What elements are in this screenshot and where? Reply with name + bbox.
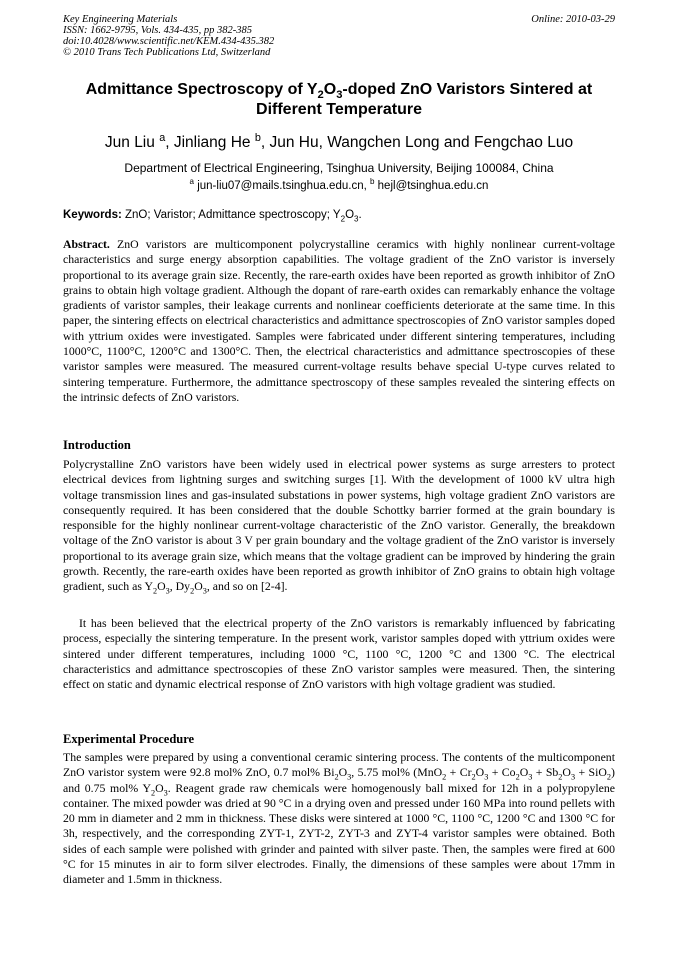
keywords-label: Keywords: (63, 209, 122, 221)
experimental-heading: Experimental Procedure (63, 732, 195, 746)
paper-title: Admittance Spectroscopy of $Y_2O_3$-doped ZnO Varistors Sintered at Different Temperature (85, 81, 593, 118)
experimental-paragraph: The samples were prepared by using a conventional ceramic sintering process. The contents of the multicomponent ZnO varistor system were 92.8 mol% ZnO, 0.7 mol% $Bi_2O_3$, 5.75 mol% $(MnO_2 + Cr_2O_3 + Co_2O_3 + Sb_2O_3 + SiO_2)$ and 0.75 mol% $Y_2O_3$. Reagent grade raw chemicals were homogenously ball mixed for 12h in a polypropylene container. The mixed powder was dried at 90 °C in a drying oven and pressed under 160 MPa into round pellets with 20 mm in diameter and 2 mm in thickness. These disks were sintered at 1000 °C, 1100 °C, 1200 °C and 1300 °C for 3h, respectively, and the corresponding ZYT-1, ZYT-2, ZYT-3 and ZYT-4 varistor samples were obtained. Both sides of each sample were polished with grinder and painted with silver paste. Then, the samples were fired at 600 °C for 15 minutes in air to form silver electrodes. Finally, the dimensions of these samples were about 17mm in diameter and 1.5mm in thickness. (63, 750, 615, 887)
author-list: Jun Liu $^a$, Jinliang He $^b$, Jun Hu, Wangchen Long and Fengchao Luo (104, 131, 574, 151)
introduction-paragraph-2: It has been believed that the electrical property of the ZnO varistors is remarkably influenced by fabricating process, especially the sintering temperature. In the present work, varistor samples doped with yttrium oxides were sintered under different temperatures, including 1000 °C, 1100 °C, 1200 °C and 1300 °C. The electrical characteristics and admittance spectroscopies of these ZnO varistor samples were measured. Then, the sintering effect on static and dynamic electrical response of ZnO varistors with high voltage gradient was studied. (63, 616, 615, 692)
introduction-heading: Introduction (63, 438, 131, 452)
abstract-label: Abstract. (63, 237, 110, 251)
introduction-paragraph-1: Polycrystalline ZnO varistors have been widely used in electrical power systems as surge arresters to protect electrical devices from lightning surges and switching surges [1]. With the development of 1000 kV ultra high voltage transmission lines and gas-insulated substations in power systems, high voltage gradient ZnO varistors are consequently required. It has been considered that the double Schottky barrier formed at the grain boundary is responsible for the highly nonlinear current-voltage characteristic of the ZnO varistor. Generally, the breakdown voltage of the ZnO varistor is about 3 V per grain boundary and the voltage gradient of the ZnO varistor is inversely proportional to its average grain size, which means that the voltage gradient can be improved by hindering the grain growth. Recently, the rare-earth oxides have been reported as growth inhibitor of ZnO grains to obtain high voltage gradient, such as $Y_2O_3$, $Dy_2O_3$, and so on [2-4]. (63, 457, 615, 596)
journal-issn: ISSN: 1662-9795, Vols. 434-435, pp 382-385 (63, 25, 252, 36)
author-emails: $^a$ jun-liu07@mails.tsinghua.edu.cn, $^b$ hejl@tsinghua.edu.cn (189, 177, 489, 192)
online-date: Online: 2010-03-29 (531, 14, 615, 25)
journal-name: Key Engineering Materials (63, 14, 178, 25)
abstract-text: ZnO varistors are multicomponent polycrystalline ceramics with highly nonlinear current-voltage characteristics and surge energy absorption capabilities. The voltage gradient of the ZnO varistor is inversely proportional to its average grain size. Recently, the rare-earth oxides have been reported as growth inhibitor of ZnO grains to obtain high voltage gradient. Although the dopant of rare-earth oxides can remarkably enhance the voltage gradients of varistor samples, their leakage currents and nonlinear coefficients deteriorate at the same time. In this paper, the sintering effects on electrical characteristics and admittance spectroscopies of ZnO varistor samples doped with yttrium oxides were investigated. Samples were fabricated under different sintering temperatures, including 1000°C, 1100°C, 1200°C and 1300°C. Then, the electrical characteristics and admittance spectroscopies of these varistor samples were measured. The measured current-voltage results behave special U-type curves related to sintering temperature. Furthermore, the admittance spectroscopy of these samples revealed the sintering effects on the intrinsic defects of ZnO varistors. (63, 237, 615, 404)
journal-copyright: © 2010 Trans Tech Publications Ltd, Switzerland (63, 47, 271, 58)
keywords: Keywords: ZnO; Varistor; Admittance spectroscopy; $Y_2O_3$. (63, 209, 362, 224)
abstract (63, 237, 615, 405)
journal-header (63, 14, 615, 58)
journal-doi: doi:10.4028/www.scientific.net/KEM.434-435.382 (63, 36, 275, 47)
affiliation: Department of Electrical Engineering, Tsinghua University, Beijing 100084, China (124, 161, 554, 175)
